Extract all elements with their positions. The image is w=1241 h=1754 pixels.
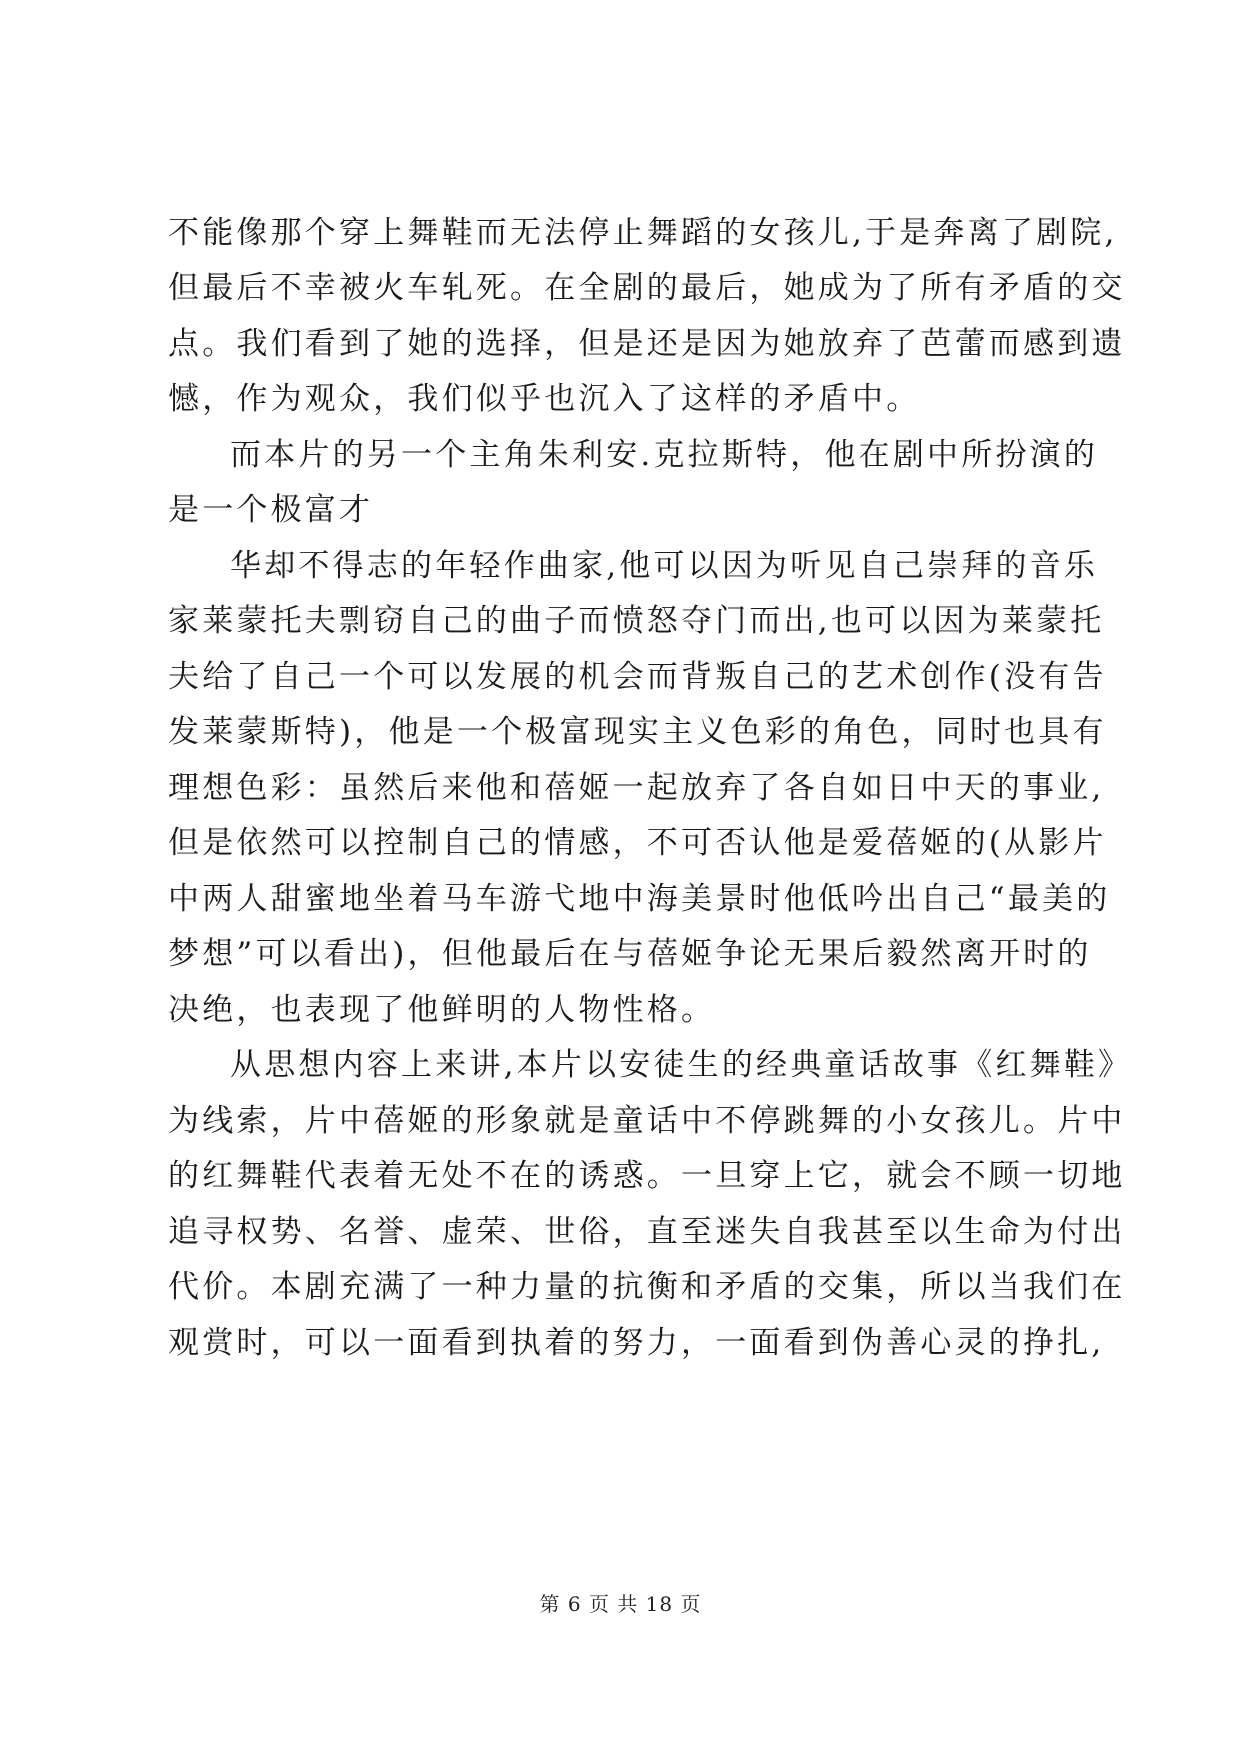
text-line: 从思想内容上来讲,本片以安徒生的经典童话故事《红舞鞋》 [230, 1047, 1133, 1083]
text-line: 决绝，也表现了他鲜明的人物性格。 [168, 992, 716, 1028]
text-line: 的红舞鞋代表着无处不在的诱惑。一旦穿上它，就会不顾一切地 [168, 1158, 1126, 1194]
text-line: 但是依然可以控制自己的情感，不可否认他是爱蓓姬的(从影片 [168, 825, 1107, 861]
text-line: 家莱蒙托夫剽窃自己的曲子而愤怒夺门而出,也可以因为莱蒙托 [168, 603, 1105, 639]
text-line: 但最后不幸被火车轧死。在全剧的最后，她成为了所有矛盾的交 [168, 270, 1126, 306]
text-line: 点。我们看到了她的选择，但是还是因为她放弃了芭蕾而感到遗 [168, 326, 1126, 362]
text-line: 发莱蒙斯特)，他是一个极富现实主义色彩的角色，同时也具有 [168, 714, 1107, 750]
text-line: 中两人甜蜜地坐着马车游弋地中海美景时他低吟出自己“最美的 [168, 881, 1111, 917]
text-line: 是一个极富才 [168, 492, 374, 528]
text-line: 憾，作为观众，我们似乎也沉入了这样的矛盾中。 [168, 381, 921, 417]
text-line: 而本片的另一个主角朱利安.克拉斯特，他在剧中所扮演的 [230, 437, 1099, 473]
page-number-footer: 第 6 页 共 18 页 [539, 1592, 702, 1616]
text-line: 梦想”可以看出)，但他最后在与蓓姬争论无果后毅然离开时的 [168, 936, 1092, 972]
text-line: 理想色彩：虽然后来他和蓓姬一起放弃了各自如日中天的事业, [168, 770, 1105, 806]
text-line: 追寻权势、名誉、虚荣、世俗，直至迷失自我甚至以生命为付出 [168, 1214, 1126, 1250]
text-line: 为线索，片中蓓姬的形象就是童话中不停跳舞的小女孩儿。片中 [168, 1103, 1126, 1139]
text-line: 不能像那个穿上舞鞋而无法停止舞蹈的女孩儿,于是奔离了剧院, [168, 215, 1118, 251]
text-line: 代价。本剧充满了一种力量的抗衡和矛盾的交集，所以当我们在 [168, 1269, 1126, 1305]
text-line: 夫给了自己一个可以发展的机会而背叛自己的艺术创作(没有告 [168, 659, 1107, 695]
text-line: 华却不得志的年轻作曲家,他可以因为听见自己崇拜的音乐 [230, 548, 1099, 584]
text-line: 观赏时，可以一面看到执着的努力，一面看到伪善心灵的挣扎, [168, 1325, 1105, 1361]
